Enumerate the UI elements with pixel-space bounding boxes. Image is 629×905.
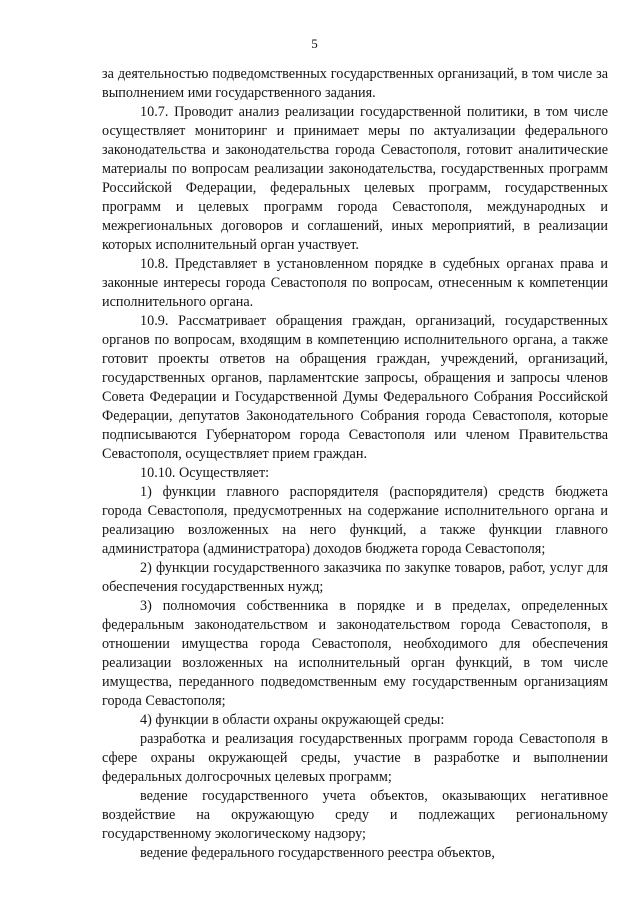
page-number: 5 [311,36,318,51]
paragraph: 10.8. Представляет в установленном порядке в судебных органах права и законные интересы города Севастополя по вопросам, отнесенным к компетенции исполнительного органа. [102,256,608,310]
paragraph: ведение федерального государственного реестра объектов, [140,845,495,861]
paragraph: 1) функции главного распорядителя (распорядителя) средств бюджета города Севастополя, предусмотренных на содержание исполнительного органа и реализацию возложенных на него функций, а также функции главного администратора (администратора) доходов бюджета города Севастополя; [102,484,608,557]
paragraph: ведение государственного учета объектов, оказывающих негативное воздействие на окружающую среду и подлежащих региональному государственному экологическому надзору; [102,788,608,842]
paragraph: 3) полномочия собственника в порядке и в пределах, определенных федеральным законодательством и законодательством города Севастополя, в отношении имущества города Севастополя, необходимого для обеспечения реализации возложенных на исполнительный орган функций, в том числе имущества, переданного подведомственным ему государственным организациям города Севастополя; [102,598,608,709]
paragraph: разработка и реализация государственных программ города Севастополя в сфере охраны окружающей среды, участие в разработке и выполнении федеральных долгосрочных целевых программ; [102,731,608,785]
paragraph: 2) функции государственного заказчика по закупке товаров, работ, услуг для обеспечения государственных нужд; [102,560,608,595]
document-body [102,65,608,863]
paragraph: 10.7. Проводит анализ реализации государственной политики, в том числе осуществляет мониторинг и принимает меры по актуализации федерального законодательства и законодательства города Севастополя, готовит аналитические материалы по вопросам реализации законодательства, государственных программ Российской Федерации, федеральных целевых программ, государственных программ и целевых программ города Севастополя, международных и межрегиональных договоров и соглашений, иных мероприятий, в реализации которых исполнительный орган участвует. [102,104,608,253]
paragraph: 10.9. Рассматривает обращения граждан, организаций, государственных органов по вопросам, входящим в компетенцию исполнительного органа, а также готовит проекты ответов на обращения граждан, учреждений, организаций, государственных органов, парламентские запросы, обращения и запросы членов Совета Федерации и Государственной Думы Федерального Собрания Российской Федерации, депутатов Законодательного Собрания города Севастополя, которые подписываются Губернатором города Севастополя или членом Правительства Севастополя, осуществляет прием граждан. [102,313,608,462]
paragraph: 10.10. Осуществляет: [140,465,270,481]
paragraph: 4) функции в области охраны окружающей среды: [140,712,445,728]
paragraph: за деятельностью подведомственных государственных организаций, в том числе за выполнением ими государственного задания. [102,66,608,101]
